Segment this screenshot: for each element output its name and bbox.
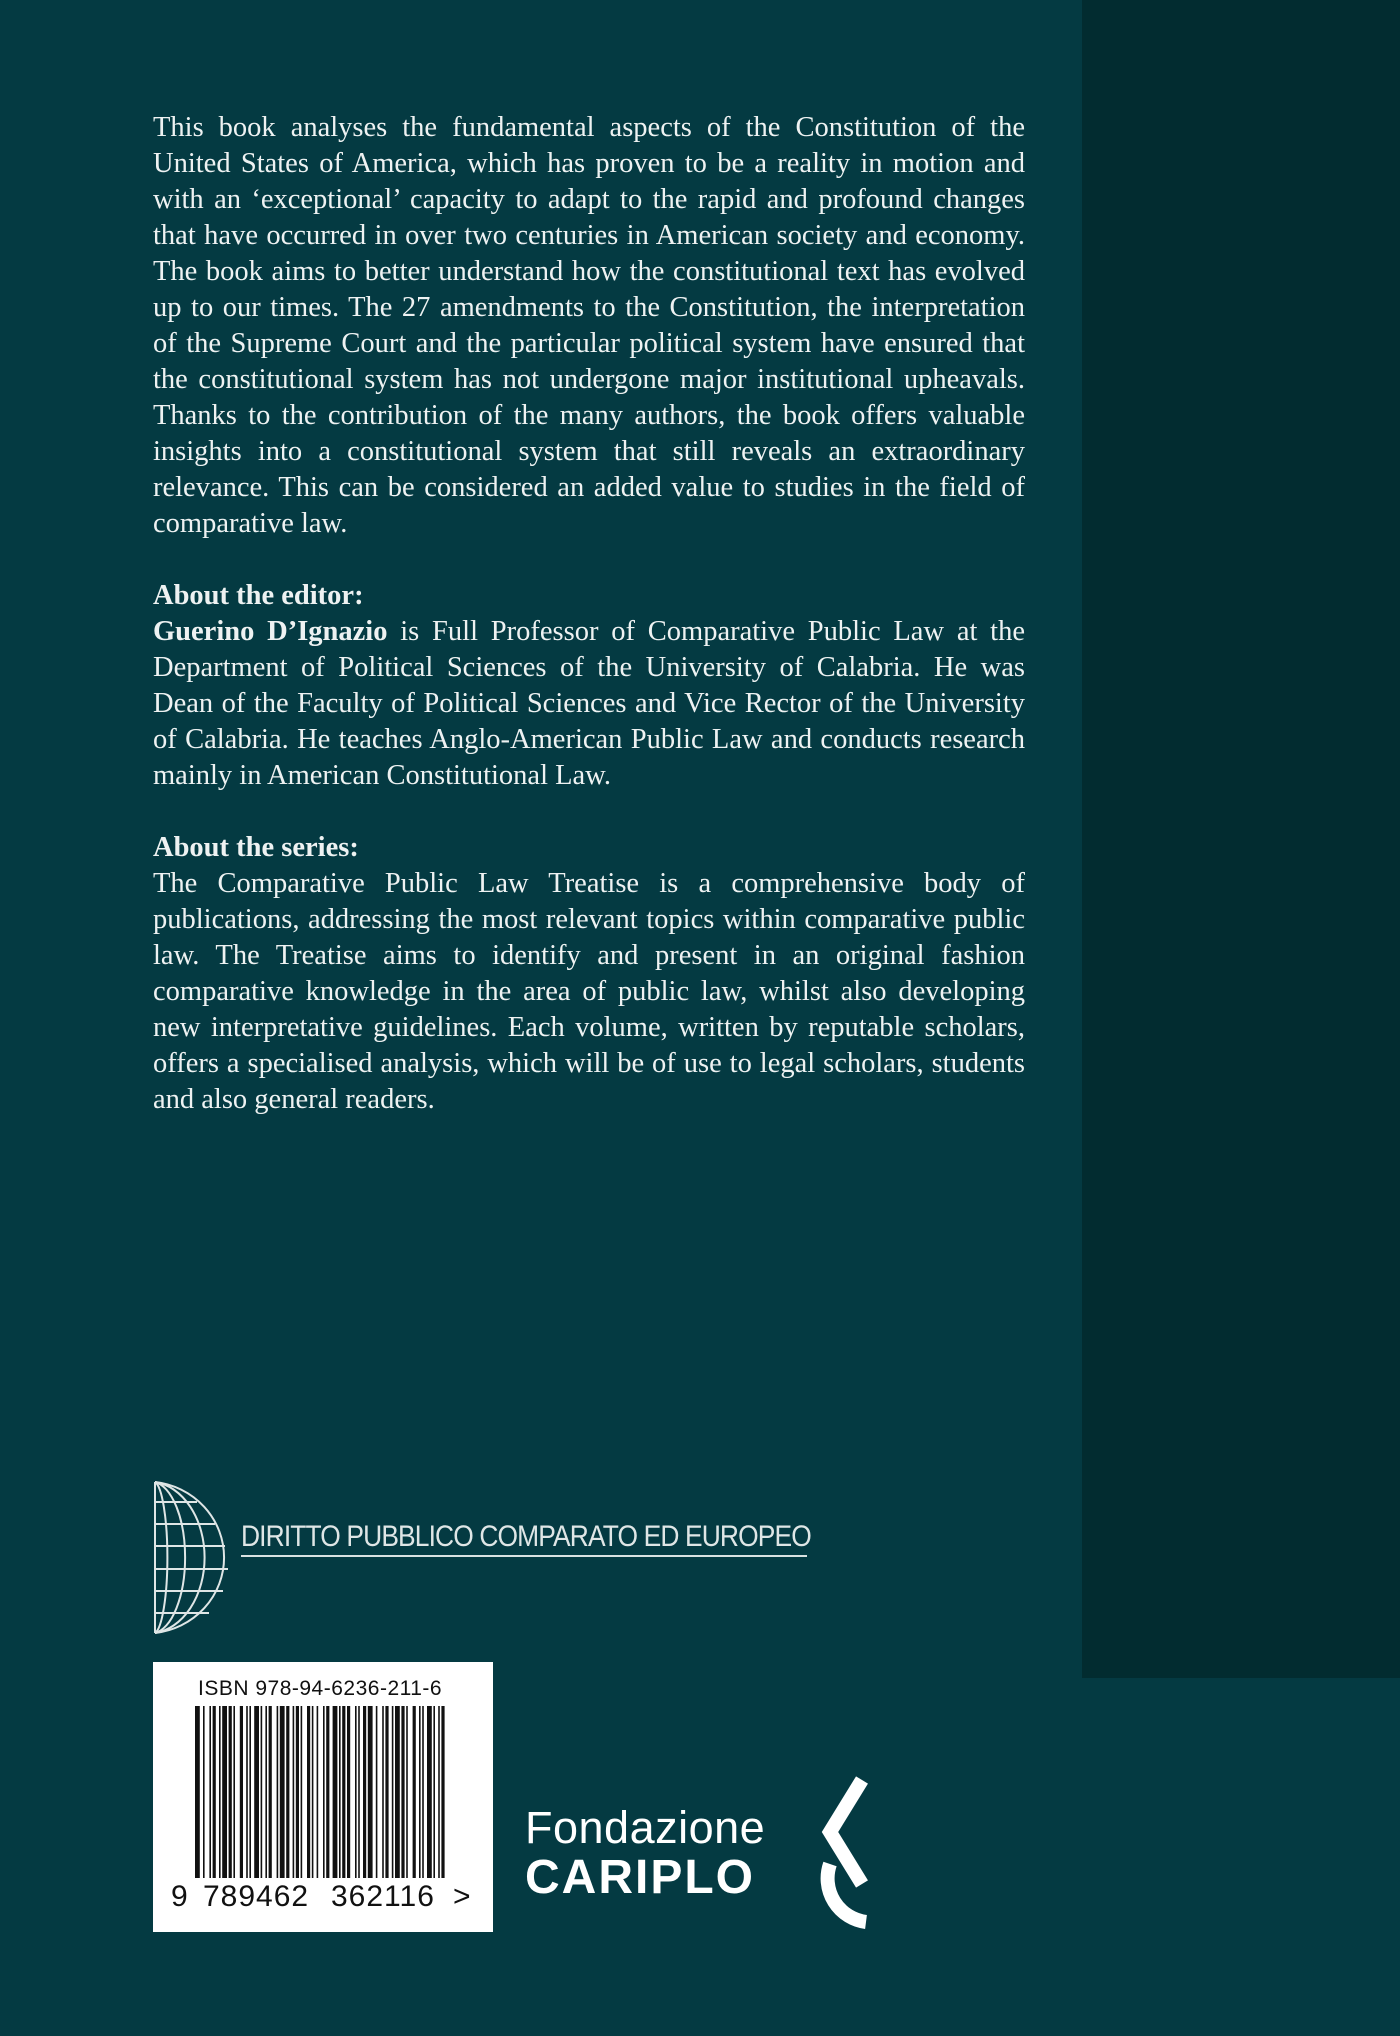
barcode-bar	[307, 1706, 310, 1878]
series-logo-text: DIRITTO PUBBLICO COMPARATO ED EUROPEO	[241, 1520, 811, 1553]
barcode-bar	[209, 1706, 211, 1878]
barcode-bars	[195, 1706, 445, 1886]
barcode-bar	[413, 1706, 416, 1878]
barcode-bar	[433, 1706, 435, 1878]
barcode-bar	[358, 1706, 360, 1878]
barcode-bar	[382, 1706, 384, 1878]
barcode-bar	[333, 1706, 338, 1878]
barcode-bar	[392, 1706, 394, 1878]
barcode-bar	[301, 1706, 303, 1878]
globe-icon	[153, 1480, 233, 1635]
barcode-bar	[326, 1706, 329, 1878]
series-logo-underline	[241, 1555, 807, 1557]
barcode-bar	[280, 1706, 285, 1878]
fondazione-cariplo-logo	[525, 1772, 875, 1932]
back-cover-text	[153, 110, 1025, 1118]
barcode-bar	[401, 1706, 404, 1878]
barcode-bar	[355, 1706, 357, 1878]
series-description: The Comparative Public Law Treatise is a comprehensive body of publications, addressing the most relevant topics within comparative public law. The Treatise aims to identify and present in an original fashion comparative knowledge in the area of public law, whilst also developing new interpretative guidelines. Each volume, written by reputable scholars, offers a specialised analysis, which will be of use to legal scholars, students and also general readers.	[153, 868, 1025, 1115]
barcode-bar	[419, 1706, 421, 1878]
isbn-barcode	[153, 1662, 493, 1932]
isbn-digit-group-right: 362116	[331, 1880, 435, 1913]
barcode-bar	[339, 1706, 341, 1878]
barcode-bar	[385, 1706, 388, 1878]
sponsor-name-line1: Fondazione	[525, 1802, 766, 1853]
barcode-bar	[317, 1706, 319, 1878]
barcode-bar	[406, 1706, 408, 1878]
barcode-bar	[249, 1706, 251, 1878]
sponsor-name-line2: CARIPLO	[525, 1851, 755, 1904]
editor-bio	[153, 614, 1025, 794]
barcode-bar	[229, 1706, 232, 1878]
barcode-bar	[246, 1706, 248, 1878]
barcode-bar	[296, 1706, 299, 1878]
barcode-bar	[323, 1706, 325, 1878]
barcode-bar	[363, 1706, 366, 1878]
barcode-bar	[441, 1706, 444, 1878]
barcode-bar	[347, 1706, 350, 1878]
barcode-bar	[438, 1706, 440, 1878]
editor-bio-text: is Full Professor of Comparative Public Law at the Department of Political Sciences of the University of Calabria. He was Dean of the Faculty of Political Sciences and Vice Rector of the University of Calabria. He teaches Anglo-American Public Law and conducts research mainly in American Constitutional Law.	[153, 616, 1025, 791]
barcode-bar	[395, 1706, 400, 1878]
barcode-bar	[286, 1706, 289, 1878]
barcode-bar	[293, 1706, 295, 1878]
about-series-heading: About the series:	[153, 832, 359, 863]
barcode-bar	[312, 1706, 314, 1878]
barcode-bar	[213, 1706, 216, 1878]
about-editor-heading: About the editor:	[153, 580, 364, 611]
barcode-bar	[368, 1706, 373, 1878]
isbn-quiet-zone-mark: >	[453, 1880, 472, 1913]
barcode-bar	[203, 1706, 205, 1878]
editor-name: Guerino D’Ignazio	[153, 616, 388, 647]
about-editor-section	[153, 578, 1025, 794]
isbn-digit-group-left: 789462	[203, 1880, 310, 1913]
barcode-bar	[265, 1706, 267, 1878]
isbn-digit-first: 9	[171, 1880, 189, 1913]
barcode-bar	[195, 1706, 200, 1878]
about-series-section	[153, 830, 1025, 1118]
barcode-bar	[261, 1706, 263, 1878]
book-description: This book analyses the fundamental aspects of the Constitution of the United States of America, which has proven to be a reality in motion and with an ‘exceptional’ capacity to adapt to the rapid and profound changes that have occurred in over two centuries in American society and economy. The book aims to better understand how the constitutional text has evolved up to our times. The 27 amendments to the Constitution, the interpretation of the Supreme Court and the particular political system have ensured that the constitutional system has not undergone major institutional upheavals. Thanks to the contribution of the many authors, the book offers valuable insights into a constitutional system that still reveals an extraordinary relevance. This can be considered an added value to studies in the field of comparative law.	[153, 112, 1025, 539]
cariplo-emblem-icon	[810, 1772, 880, 1932]
barcode-bar	[233, 1706, 235, 1878]
barcode-bar	[427, 1706, 432, 1878]
barcode-bar	[269, 1706, 272, 1878]
barcode-bar	[342, 1706, 345, 1878]
barcode-bar	[219, 1706, 221, 1878]
isbn-label: ISBN 978-94-6236-211-6	[198, 1677, 443, 1700]
barcode-bar	[277, 1706, 279, 1878]
series-logo	[153, 1480, 813, 1635]
barcode-bar	[222, 1706, 227, 1878]
barcode-bar	[240, 1706, 243, 1878]
barcode-bar	[376, 1706, 378, 1878]
spine-band	[1082, 0, 1400, 1678]
barcode-bar	[254, 1706, 259, 1878]
barcode-bar	[422, 1706, 424, 1878]
